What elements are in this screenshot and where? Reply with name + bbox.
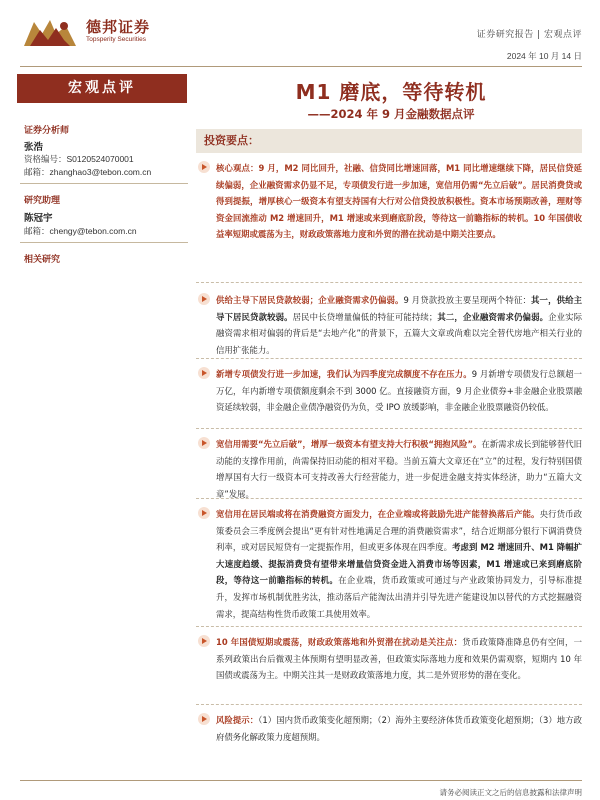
bullet-arrow-icon <box>198 635 210 647</box>
brand-name: 德邦证券 <box>86 18 151 36</box>
assistant-heading: 研究助理 <box>24 196 61 206</box>
brand-name-en: Topsperity Securities <box>86 36 146 43</box>
analyst-name: 张浩 <box>24 142 44 153</box>
paragraph-divider <box>196 428 582 429</box>
analyst-cert: 资格编号：S0120524070001 <box>24 154 134 164</box>
footer-disclaimer: 请务必阅读正文之后的信息披露和法律声明 <box>439 788 582 797</box>
bullet-arrow-icon <box>198 161 210 173</box>
key-point-core-view: 核心观点：9 月，M2 同比回升，社融、信贷同比增速回落，M1 同比增速继续下降，居民信贷延续偏弱，企业融资需求仍显不足，专项债发行进一步加速，宽信用仍需“先立后破”。居民消费贷或得到提振，增厚核心一级资本有望支持国有大行对公信贷投放积极性。资本市场预期改善，理财等资金回流推动 M2 增速回升，M1 增速或来到磨底阶段，等待这一前瞻指标的转机。10 年国债收益率短期或震荡为主，财政政策落地力度和外贸的潜在扰动是中期关注要点。 <box>196 160 582 243</box>
key-point-treasury-yield: 10 年国债短期或震荡，财政政策落地和外贸潜在扰动是关注点：货币政策降准降息仍有空间，一系列政策出台后微观主体预期有望明显改善，但政策实际落地力度和效果仍需观察，短期内 10 年国债或震荡为主。中期关注其一是财政政策落地力度，其二是外贸形势的潜在变化。 <box>196 634 582 684</box>
key-point-special-bonds: 新增专项债发行进一步加速，我们认为四季度完成额度不存在压力。9 月新增专项债发行总额超一万亿，年内新增专项债额度剩余不到 3000 亿。直接融资方面，9 月企业债券+非金融企业股票融资延续较弱，非金融企业债净融资仍为负，受 IPO 放缓影响，非金融企业股票融资仍较低。 <box>196 366 582 416</box>
key-point-loans: 供给主导下居民贷款较弱；企业融资需求仍偏弱。9 月贷款投放主要呈现两个特征：其一，供给主导下居民贷款较弱。居民中长贷增量偏低的特征可能持续；其二，企业融资需求仍偏弱。企业实际融资需求相对偏弱的背后是“去地产化”的背景下，五篇大文章或尚难以完全替代房地产相关行业的信用扩张能力。 <box>196 292 582 358</box>
risk-warning: 风险提示：（1）国内货币政策变化超预期；（2）海外主要经济体货币政策变化超预期；（3）地方政府债务化解政策力度超预期。 <box>196 712 582 745</box>
related-research-heading: 相关研究 <box>24 255 61 265</box>
bullet-arrow-icon <box>198 293 210 305</box>
sidebar-divider <box>20 242 188 243</box>
header-divider <box>20 66 582 67</box>
report-title: M1 磨底，等待转机 <box>295 80 487 104</box>
bullet-arrow-icon <box>198 437 210 449</box>
sidebar-divider <box>20 183 188 184</box>
category-banner: 宏观点评 <box>17 74 187 103</box>
key-points-heading: 投资要点： <box>196 129 582 153</box>
paragraph-divider <box>196 282 582 283</box>
assistant-name: 陈冠宇 <box>24 213 53 224</box>
paragraph-divider <box>196 626 582 627</box>
key-point-consumer-finance: 宽信用在居民端或将在消费融资方面发力，在企业端或将鼓励先进产能替换落后产能。央行货币政策委员会三季度例会提出“更有针对性地满足合理的消费融资需求”，结合近期部分银行下调消费贷利率，或对居民短贷有一定提振作用，但或更多体现在四季度。考虑到 M2 增速回升、M1 降幅扩大速度趋缓、提振消费贷有望带来增量信贷资金进入消费市场等因素，M1 增速或已来到磨底阶段，等待这一前瞻指标的转机。在企业端，货币政策或可通过与产业政策协同发力，引导标准提升，发挥市场机制优胜劣汰，推动落后产能淘汰出清并引导先进产能建设加以替代的方式挖掘融资需求，提高结构性货币政策工具使用效率。 <box>196 506 582 622</box>
logo-emblem-icon <box>20 16 80 50</box>
report-date: 2024 年 10 月 14 日 <box>506 51 582 61</box>
report-type: 证券研究报告 | 宏观点评 <box>476 30 582 40</box>
paragraph-divider <box>196 498 582 499</box>
paragraph-divider <box>196 704 582 705</box>
bullet-arrow-icon <box>198 367 210 379</box>
bullet-arrow-icon <box>198 713 210 725</box>
key-point-credit-easing: 宽信用需要“先立后破”，增厚一级资本有望支持大行积极“拥抱风险”。在新需求成长到能够替代旧动能的支撑作用前，尚需保持旧动能的相对平稳。当前五篇大文章还在“立”的过程，发行特别国债增厚国有大行一级资本可支持改善大行经营能力，进一步促进金融支持实体经济，助力“五篇大文章”发展。 <box>196 436 582 502</box>
paragraph-divider <box>196 358 582 359</box>
analyst-heading: 证券分析师 <box>24 126 70 136</box>
assistant-email: 邮箱：chengy@tebon.com.cn <box>24 226 137 236</box>
bullet-arrow-icon <box>198 507 210 519</box>
report-subtitle: ——2024 年 9 月金融数据点评 <box>307 107 475 121</box>
analyst-email: 邮箱：zhanghao3@tebon.com.cn <box>24 167 152 177</box>
footer-divider <box>20 780 582 781</box>
